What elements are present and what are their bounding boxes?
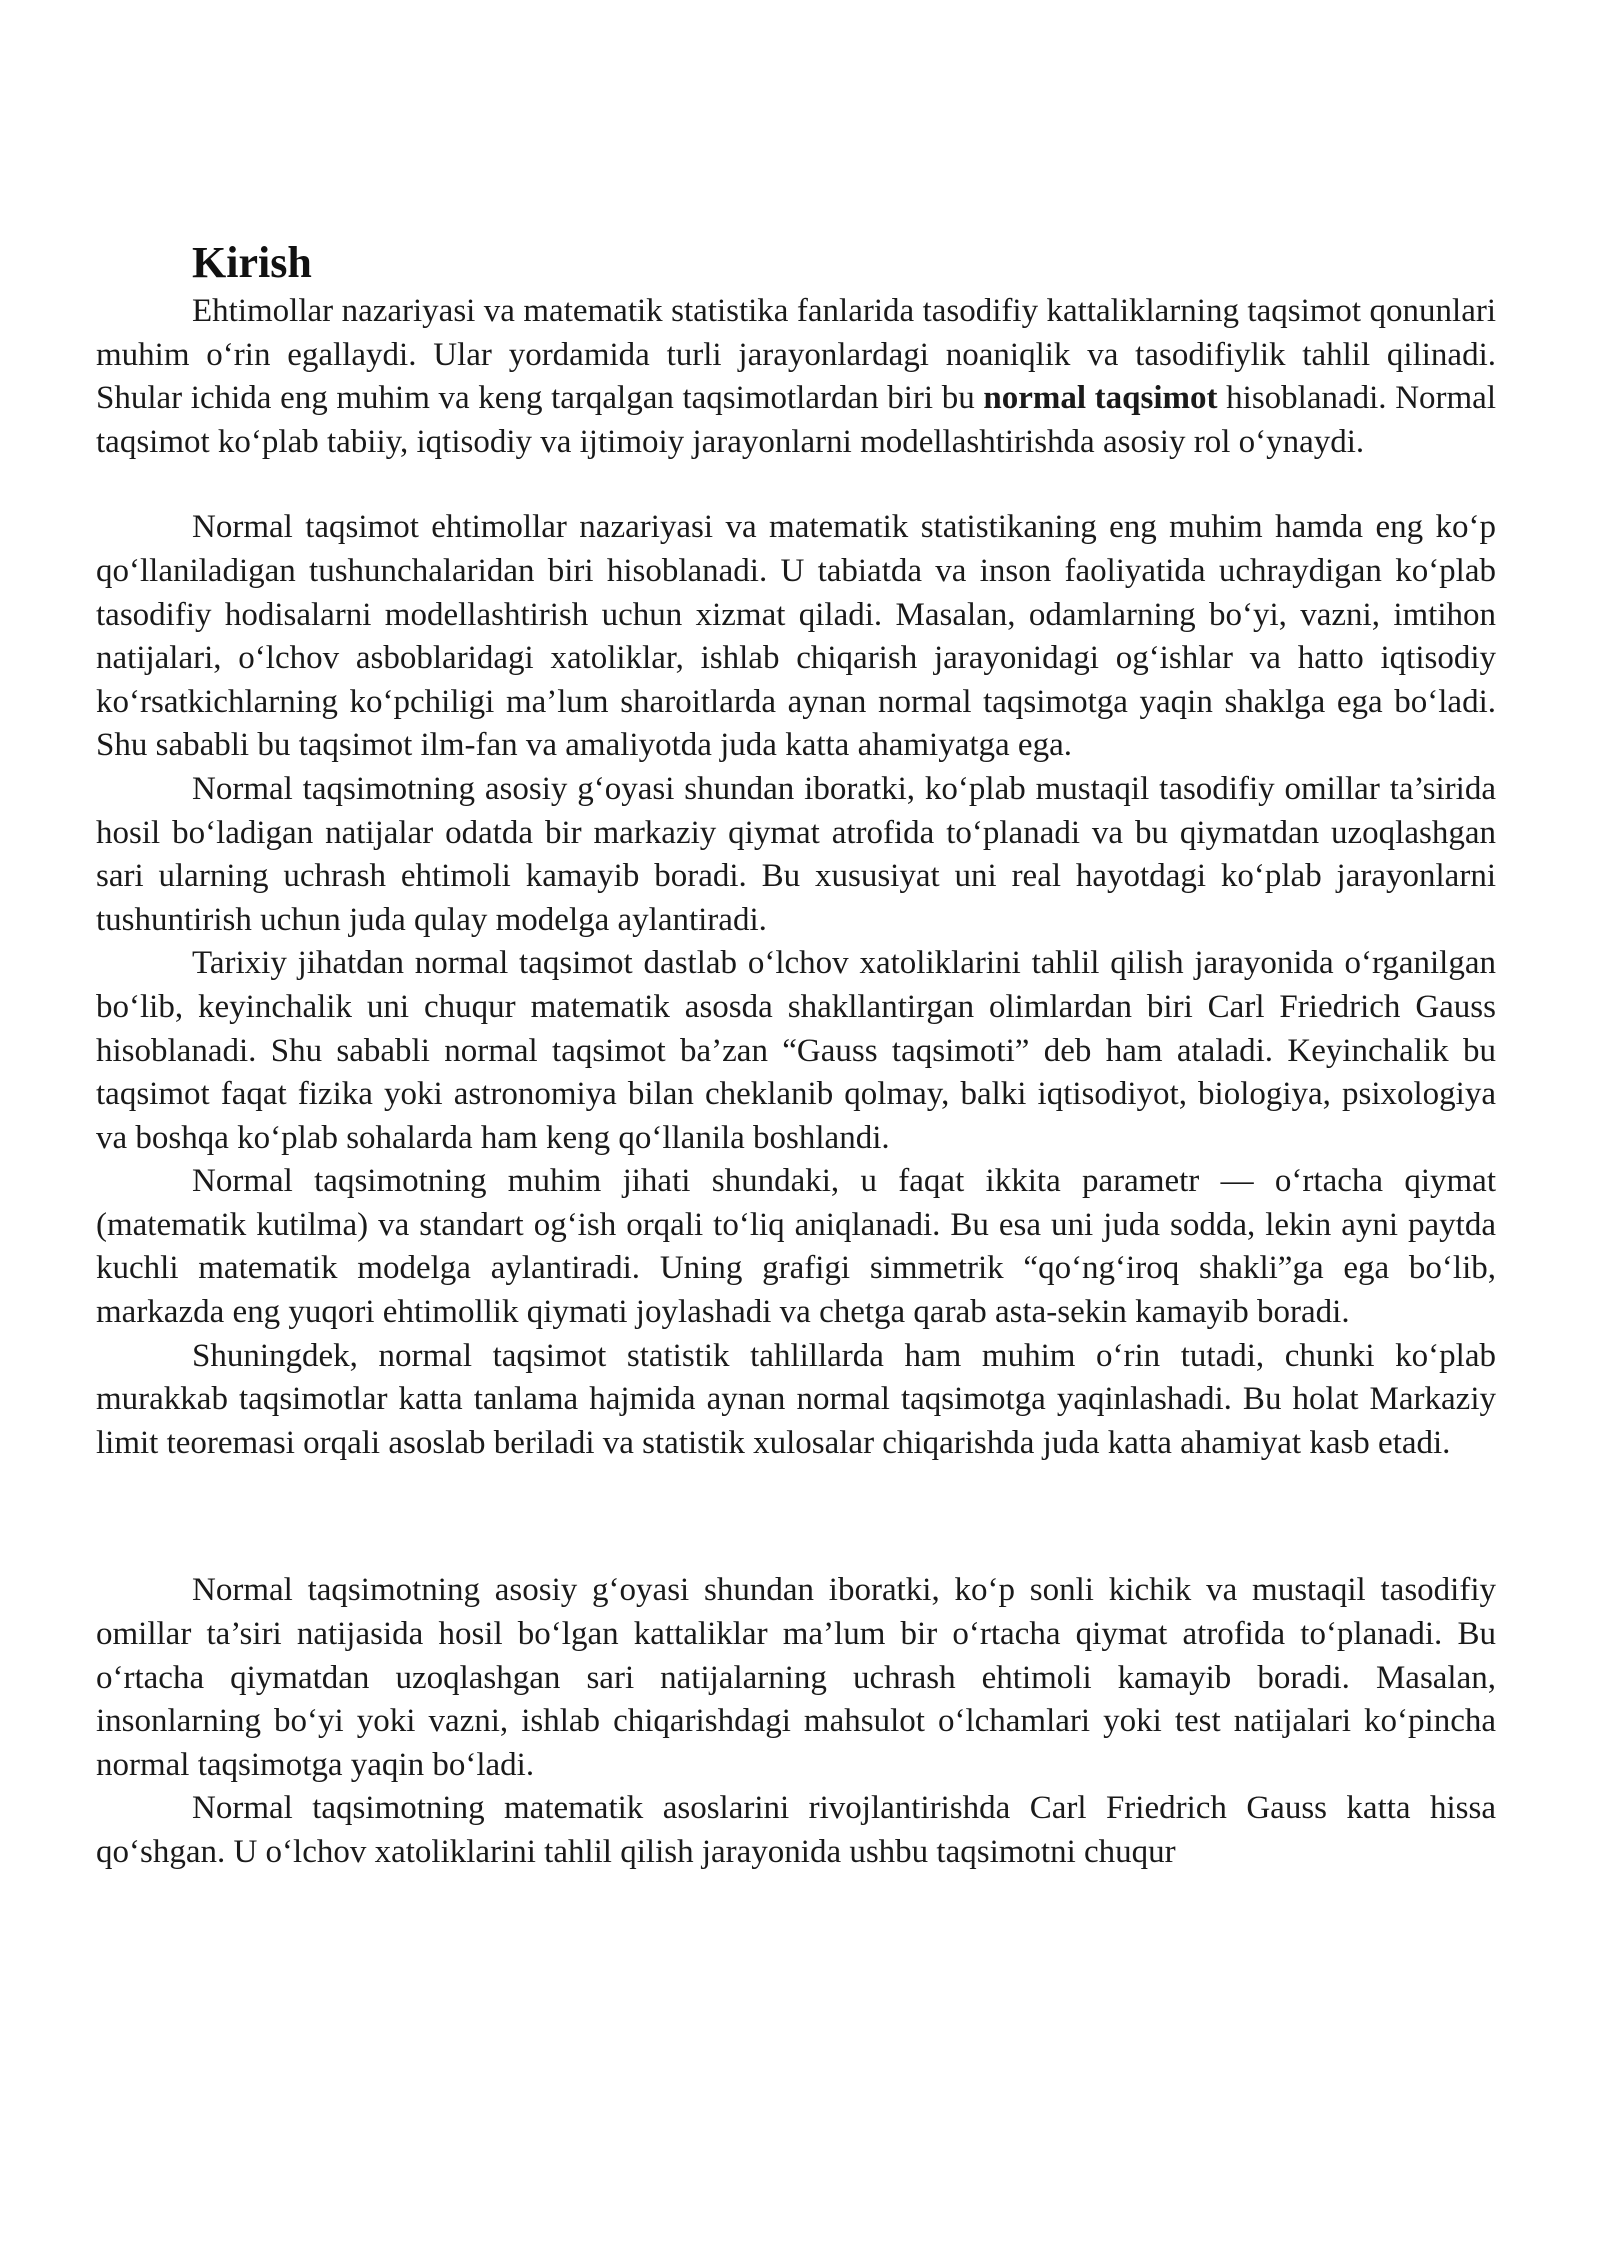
section-spacer — [96, 1465, 1496, 1569]
body-paragraph: Normal taqsimot ehtimollar nazariyasi va matematik statistikaning eng muhim hamda eng ko‘p qo‘llaniladigan tushunchalaridan biri hisoblanadi. U tabiatda va inson faoliyatida uchraydigan ko‘plab tasodifiy hodisalarni modellashtirish uchun xizmat qiladi. Masalan, odamlarning bo‘yi, vazni, imtihon natijalari, o‘lchov asboblaridagi xatoliklar, ishlab chiqarish jarayonidagi og‘ishlar va hatto iqtisodiy ko‘rsatkichlarning ko‘pchiligi ma’lum sharoitlarda aynan normal taqsimotga yaqin shaklga ega bo‘ladi. Shu sababli bu taqsimot ilm-fan va amaliyotda juda katta ahamiyatga ega. — [96, 509, 1496, 764]
body-paragraph: Normal taqsimotning asosiy g‘oyasi shundan iboratki, ko‘p sonli kichik va mustaqil tasodifiy omillar ta’siri natijasida hosil bo‘lgan kattaliklar ma’lum bir o‘rtacha qiymat atrofida to‘planadi. Bu o‘rtacha qiymatdan uzoqlashgan sari natijalarning uchrash ehtimoli kamayib boradi. Masalan, insonlarning bo‘yi yoki vazni, ishlab chiqarishdagi mahsulot o‘lchamlari yoki test natijalari ko‘pincha normal taqsimotga yaqin bo‘ladi. — [96, 1572, 1496, 1783]
body-paragraph: Normal taqsimotning muhim jihati shundaki, u faqat ikkita parametr — o‘rtacha qiymat (matematik kutilma) va standart og‘ish orqali to‘liq aniqlanadi. Bu esa uni juda sodda, lekin ayni paytda kuchli matematik modelga aylantiradi. Uning grafigi simmetrik “qo‘ng‘iroq shakli”ga ega bo‘lib, markazda eng yuqori ehtimollik qiymati joylashadi va chetga qarab asta-sekin kamayib boradi. — [96, 1163, 1496, 1331]
intro-paragraph — [96, 290, 1496, 464]
paragraph-spacer — [96, 464, 1496, 506]
body-paragraph: Normal taqsimotning asosiy g‘oyasi shundan iboratki, ko‘plab mustaqil tasodifiy omillar ta’sirida hosil bo‘ladigan natijalar odatda bir markaziy qiymat atrofida to‘planadi va bu qiymatdan uzoqlashgan sari ularning uchrash ehtimoli kamayib boradi. Bu xususiyat uni real hayotdagi ko‘plab jarayonlarni tushuntirish uchun juda qulay modelga aylantiradi. — [96, 770, 1496, 938]
body-paragraph: Shuningdek, normal taqsimot statistik tahlillarda ham muhim o‘rin tutadi, chunki ko‘plab murakkab taqsimotlar katta tanlama hajmida aynan normal taqsimotga yaqinlashadi. Bu holat Markaziy limit teoremasi orqali asoslab beriladi va statistik xulosalar chiqarishda juda katta ahamiyat kasb etadi. — [96, 1337, 1496, 1461]
page-content — [96, 236, 1496, 1875]
intro-bold-term: normal taqsimot — [983, 380, 1218, 417]
body-paragraph: Normal taqsimotning matematik asoslarini rivojlantirishda Carl Friedrich Gauss katta hissa qo‘shgan. U o‘lchov xatoliklarini tahlil qilish jarayonida ushbu taqsimotni chuqur — [96, 1790, 1496, 1870]
body-paragraph: Tarixiy jihatdan normal taqsimot dastlab o‘lchov xatoliklarini tahlil qilish jarayonida o‘rganilgan bo‘lib, keyinchalik uni chuqur matematik asosda shakllantirgan olimlardan biri Carl Friedrich Gauss hisoblanadi. Shu sababli normal taqsimot ba’zan “Gauss taqsimoti” deb ham ataladi. Keyinchalik bu taqsimot faqat fizika yoki astronomiya bilan cheklanib qolmay, balki iqtisodiyot, biologiya, psixologiya va boshqa ko‘plab sohalarda ham keng qo‘llanila boshlandi. — [96, 945, 1496, 1156]
intro-text-after: hisoblanadi. Normal taqsimot ko‘plab tabiiy, iqtisodiy va ijtimoiy jarayonlarni modellashtirishda asosiy rol o‘ynaydi. — [96, 380, 1496, 460]
intro-text-before: Ehtimollar nazariyasi va matematik statistika fanlarida tasodifiy kattaliklarning taqsimot qonunlari muhim o‘rin egallaydi. Ular yordamida turli jarayonlardagi noaniqlik va tasodifiylik tahlil qilinadi. Shular ichida eng muhim va keng tarqalgan taqsimotlardan biri bu — [96, 293, 1496, 417]
section-heading: Kirish — [192, 238, 312, 287]
